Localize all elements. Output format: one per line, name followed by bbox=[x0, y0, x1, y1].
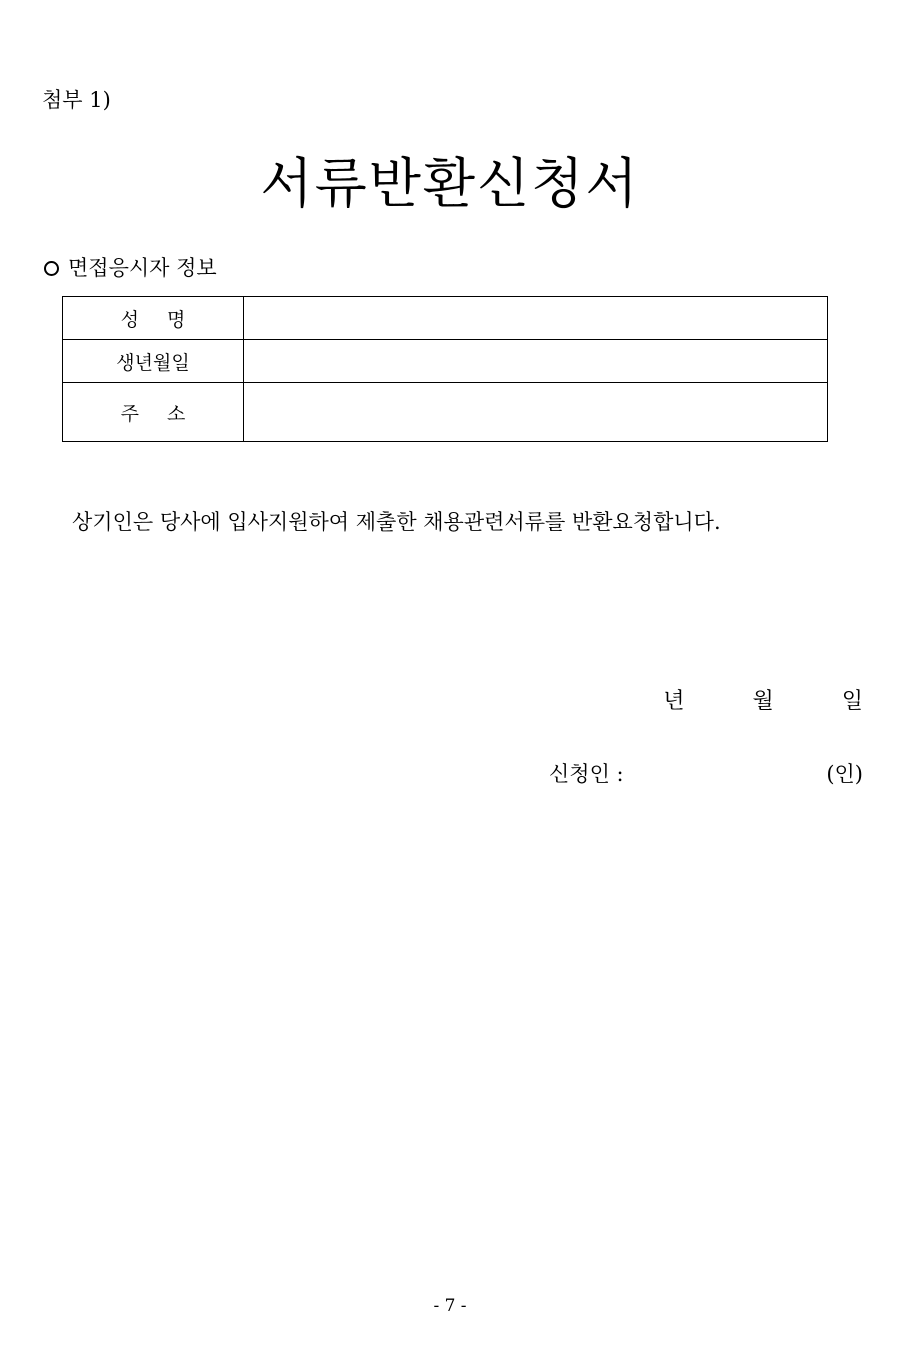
date-line bbox=[663, 688, 863, 716]
applicant-label: 신청인 : bbox=[549, 762, 624, 786]
attachment-label: 첨부 1) bbox=[42, 88, 111, 112]
page-number: - 7 - bbox=[433, 1296, 467, 1316]
birthdate-label: 생년월일 bbox=[63, 340, 244, 383]
request-statement: 상기인은 당사에 입사지원하여 제출한 채용관련서류를 반환요청합니다. bbox=[72, 510, 721, 534]
table-row bbox=[63, 383, 828, 442]
circle-icon bbox=[44, 261, 59, 276]
page-title: 서류반환신청서 bbox=[260, 152, 640, 215]
table-row bbox=[63, 340, 828, 383]
birthdate-field[interactable] bbox=[244, 340, 828, 383]
section-heading-label: 면접응시자 정보 bbox=[68, 256, 217, 280]
address-label: 주소 bbox=[63, 383, 244, 442]
date-month: 월 bbox=[752, 689, 774, 714]
address-field[interactable] bbox=[244, 383, 828, 442]
date-day: 일 bbox=[841, 689, 863, 714]
date-year: 년 bbox=[663, 689, 685, 714]
table-row bbox=[63, 297, 828, 340]
section-heading bbox=[44, 254, 217, 282]
name-field[interactable] bbox=[244, 297, 828, 340]
applicant-signature-line bbox=[549, 760, 863, 788]
seal-mark: (인) bbox=[826, 762, 863, 786]
applicant-info-table bbox=[62, 296, 828, 442]
name-label: 성명 bbox=[63, 297, 244, 340]
